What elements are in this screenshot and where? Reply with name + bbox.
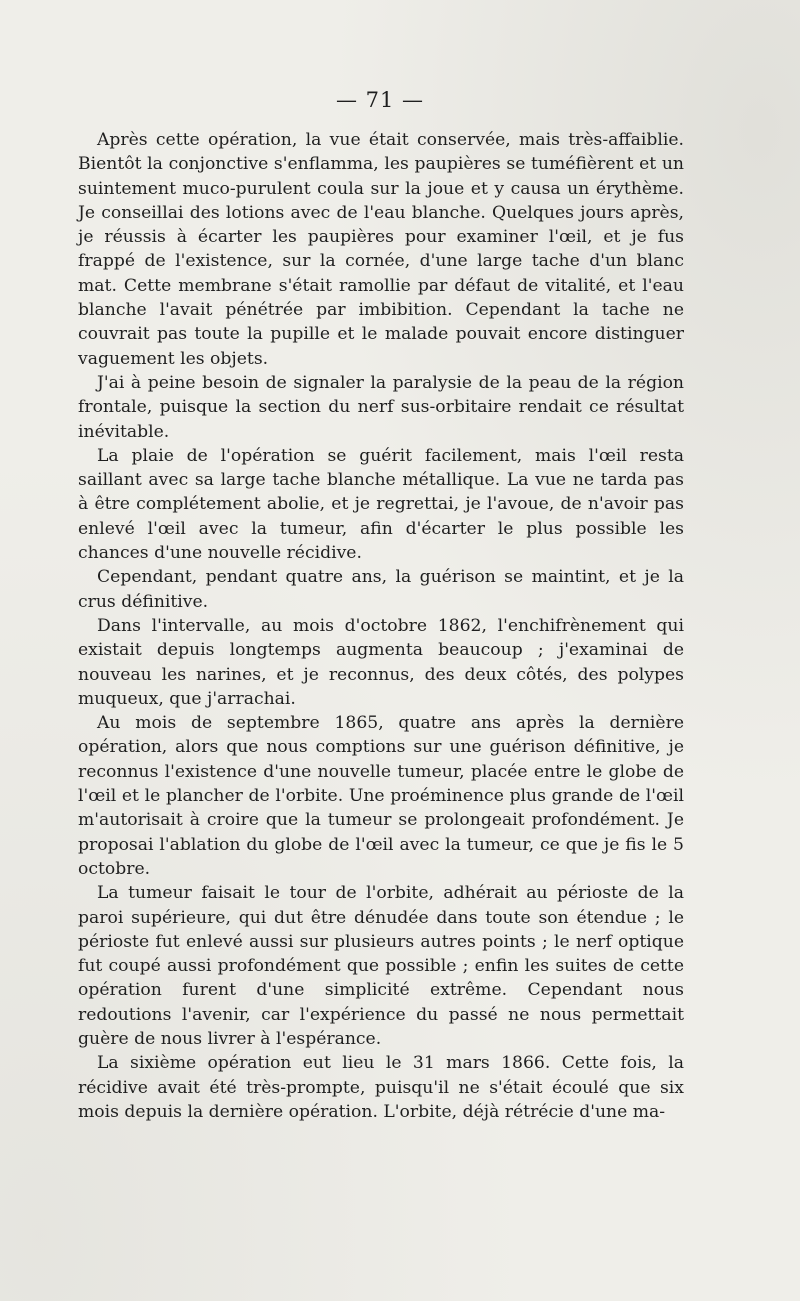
- body-text: [78, 128, 684, 1124]
- paragraph: Après cette opération, la vue était conservée, mais très-affaiblie. Bientôt la conjonctive s'enflamma, les paupières se tuméfièrent et un suintement muco-purulent coula sur la joue et y causa un érythème. Je conseillai des lotions avec de l'eau blanche. Quelques jours après, je réussis à écarter les paupières pour examiner l'œil, et je fus frappé de l'existence, sur la cornée, d'une large tache d'un blanc mat. Cette membrane s'était ramollie par défaut de vitalité, et l'eau blanche l'avait pénétrée par imbibition. Cependant la tache ne couvrait pas toute la pupille et le malade pouvait encore distinguer vaguement les objets.: [78, 130, 684, 369]
- paragraph: J'ai à peine besoin de signaler la paralysie de la peau de la région frontale, puisque la section du nerf sus-orbitaire rendait ce résultat inévitable.: [78, 372, 684, 442]
- paragraph: La plaie de l'opération se guérit facilement, mais l'œil resta saillant avec sa large tache blanche métallique. La vue ne tarda pas à être complétement abolie, et je regrettai, je l'avoue, de n'avoir pas enlevé l'œil avec la tumeur, afin d'écarter le plus possible les chances d'une nouvelle récidive.: [78, 445, 684, 564]
- paragraph: La tumeur faisait le tour de l'orbite, adhérait au périoste de la paroi supérieure, qui dut être dénudée dans toute son étendue ; le périoste fut enlevé aussi sur plusieurs autres points ; le nerf optique fut coupé aussi profondément que possible ; enfin les suites de cette opération furent d'une simplicité extrême. Cependant nous redoutions l'avenir, car l'expérience du passé ne nous permettait guère de nous livrer à l'espérance.: [78, 883, 684, 1049]
- paragraph: Dans l'intervalle, au mois d'octobre 1862, l'enchifrènement qui existait depuis longtemps augmenta beaucoup ; j'examinai de nouveau les narines, et je reconnus, des deux côtés, des polypes muqueux, que j'arrachai.: [78, 615, 684, 709]
- paragraph: La sixième opération eut lieu le 31 mars 1866. Cette fois, la récidive avait été très-prompte, puisqu'il ne s'était écoulé que six mois depuis la dernière opération. L'orbite, déjà rétrécie d'une ma-: [78, 1053, 684, 1122]
- paragraph: Cependant, pendant quatre ans, la guérison se maintint, et je la crus définitive.: [78, 567, 684, 612]
- page-number: — 71 —: [335, 88, 425, 112]
- paragraph: Au mois de septembre 1865, quatre ans après la dernière opération, alors que nous comptions sur une guérison définitive, je reconnus l'existence d'une nouvelle tumeur, placée entre le globe de l'œil et le plancher de l'orbite. Une proéminence plus grande de l'œil m'autorisait à croire que la tumeur se prolongeait profondément. Je proposai l'ablation du globe de l'œil avec la tumeur, ce que je fis le 5 octobre.: [78, 713, 684, 879]
